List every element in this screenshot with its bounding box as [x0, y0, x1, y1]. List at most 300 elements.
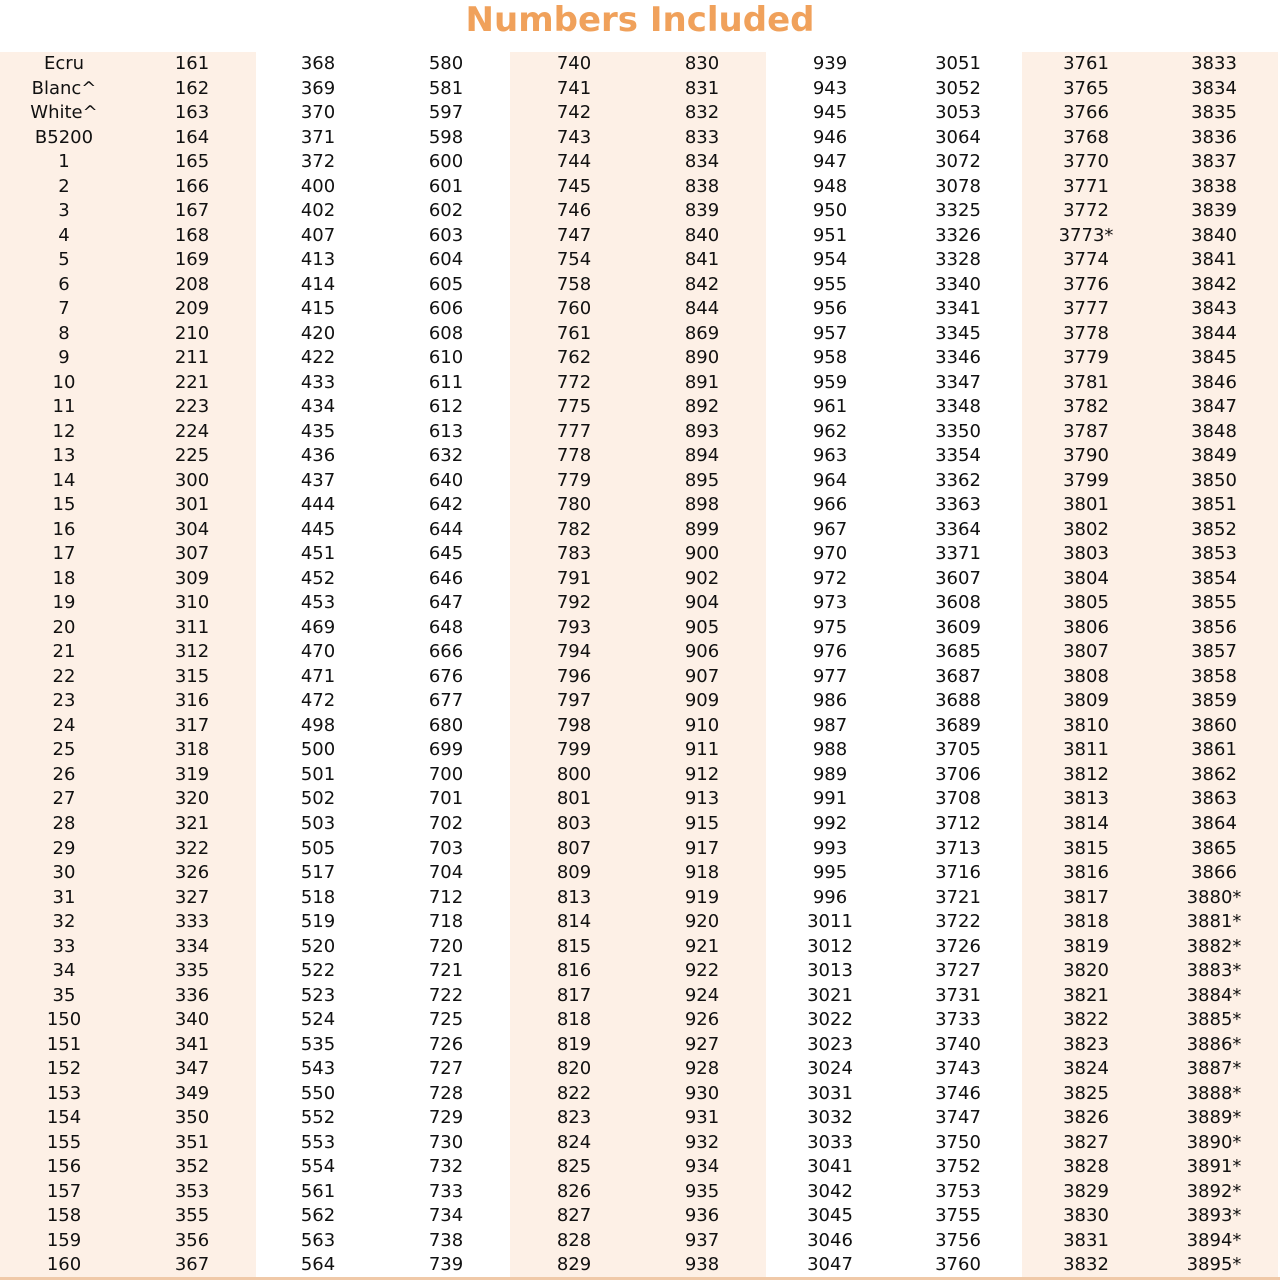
table-cell: 937: [684, 1229, 720, 1251]
table-cell: 3889*: [1186, 1107, 1242, 1129]
table-cell: 312: [174, 641, 210, 663]
table-cell: 157: [46, 1180, 82, 1202]
table-cell: 3851: [1191, 494, 1237, 516]
table-cell: 562: [300, 1205, 336, 1227]
table-cell: 21: [52, 641, 76, 663]
column-6: [638, 52, 766, 1278]
table-cell: 831: [684, 77, 720, 99]
table-cell: 3705: [935, 739, 981, 761]
table-cell: 3712: [935, 812, 981, 834]
table-cell: 899: [684, 518, 720, 540]
table-cell: 3753: [935, 1180, 981, 1202]
table-cell: 20: [52, 616, 76, 638]
table-cell: 414: [300, 273, 336, 295]
table-cell: 3755: [935, 1205, 981, 1227]
table-cell: 505: [300, 837, 336, 859]
table-cell: 721: [428, 960, 464, 982]
table-cell: 152: [46, 1058, 82, 1080]
table-cell: 3846: [1191, 371, 1237, 393]
table-cell: 470: [300, 641, 336, 663]
table-cell: 744: [556, 151, 592, 173]
table-cell: 3687: [935, 665, 981, 687]
table-cell: 754: [556, 249, 592, 271]
table-cell: 3881*: [1186, 911, 1242, 933]
table-cell: 740: [556, 53, 592, 74]
table-cell: 520: [300, 935, 336, 957]
table-cell: 351: [174, 1131, 210, 1153]
table-cell: 3777: [1063, 298, 1109, 320]
table-cell: 988: [812, 739, 848, 761]
table-cell: 938: [684, 1254, 720, 1276]
table-cell: 3765: [1063, 77, 1109, 99]
table-cell: 3842: [1191, 273, 1237, 295]
table-cell: 676: [428, 665, 464, 687]
table-cell: 3833: [1191, 53, 1237, 74]
table-cell: 3859: [1191, 690, 1237, 712]
table-cell: 3890*: [1186, 1131, 1242, 1153]
table-cell: 3: [58, 200, 70, 222]
table-cell: 3822: [1063, 1009, 1109, 1031]
table-cell: 3812: [1063, 763, 1109, 785]
table-cell: 3863: [1191, 788, 1237, 810]
table-cell: 3858: [1191, 665, 1237, 687]
table-cell: 3888*: [1186, 1082, 1242, 1104]
table-cell: 210: [174, 322, 210, 344]
table-cell: 902: [684, 567, 720, 589]
table-cell: 3363: [935, 494, 981, 516]
table-cell: 3733: [935, 1009, 981, 1031]
table-cell: 3078: [935, 175, 981, 197]
table-cell: 3814: [1063, 812, 1109, 834]
table-cell: 732: [428, 1156, 464, 1178]
table-cell: 3750: [935, 1131, 981, 1153]
table-cell: 973: [812, 592, 848, 614]
table-cell: 3809: [1063, 690, 1109, 712]
table-cell: 371: [300, 126, 336, 148]
table-cell: 221: [174, 371, 210, 393]
table-cell: 3857: [1191, 641, 1237, 663]
table-cell: 3841: [1191, 249, 1237, 271]
table-cell: 316: [174, 690, 210, 712]
table-cell: 820: [556, 1058, 592, 1080]
table-cell: 211: [174, 347, 210, 369]
table-cell: 600: [428, 151, 464, 173]
table-cell: 3773*: [1058, 224, 1114, 246]
table-cell: 3706: [935, 763, 981, 785]
table-cell: 895: [684, 469, 720, 491]
table-cell: 35: [52, 984, 76, 1006]
table-cell: 3781: [1063, 371, 1109, 393]
table-cell: 819: [556, 1033, 592, 1055]
table-cell: 453: [300, 592, 336, 614]
table-cell: 3854: [1191, 567, 1237, 589]
table-cell: 22: [52, 665, 76, 687]
table-cell: 904: [684, 592, 720, 614]
table-cell: 893: [684, 420, 720, 442]
table-cell: 580: [428, 53, 464, 74]
table-cell: 33: [52, 935, 76, 957]
table-cell: 3829: [1063, 1180, 1109, 1202]
table-cell: 3766: [1063, 102, 1109, 124]
table-cell: 814: [556, 911, 592, 933]
table-cell: 3326: [935, 224, 981, 246]
table-cell: 932: [684, 1131, 720, 1153]
table-cell: 822: [556, 1082, 592, 1104]
table-cell: 602: [428, 200, 464, 222]
table-cell: 333: [174, 911, 210, 933]
table-cell: 840: [684, 224, 720, 246]
table-cell: 322: [174, 837, 210, 859]
table-cell: 833: [684, 126, 720, 148]
table-cell: 469: [300, 616, 336, 638]
table-cell: 3341: [935, 298, 981, 320]
table-cell: 155: [46, 1131, 82, 1153]
table-cell: 500: [300, 739, 336, 761]
table-cell: 830: [684, 53, 720, 74]
table-cell: 24: [52, 714, 76, 736]
table-cell: 799: [556, 739, 592, 761]
column-8: [894, 52, 1022, 1278]
table-cell: 3826: [1063, 1107, 1109, 1129]
table-cell: 420: [300, 322, 336, 344]
table-cell: 3746: [935, 1082, 981, 1104]
table-cell: 955: [812, 273, 848, 295]
table-cell: 791: [556, 567, 592, 589]
table-cell: 910: [684, 714, 720, 736]
table-cell: 3772: [1063, 200, 1109, 222]
table-cell: 918: [684, 862, 720, 884]
table-cell: 164: [174, 126, 210, 148]
table-cell: 522: [300, 960, 336, 982]
table-cell: 3836: [1191, 126, 1237, 148]
column-4: [382, 52, 510, 1278]
table-cell: 435: [300, 420, 336, 442]
table-cell: 680: [428, 714, 464, 736]
numbers-table: [0, 52, 1280, 1278]
table-cell: 550: [300, 1082, 336, 1104]
table-cell: 1: [58, 151, 70, 173]
table-cell: 3046: [807, 1229, 853, 1251]
table-cell: 890: [684, 347, 720, 369]
table-cell: 3801: [1063, 494, 1109, 516]
table-cell: 991: [812, 788, 848, 810]
table-cell: 741: [556, 77, 592, 99]
table-cell: 775: [556, 396, 592, 418]
table-cell: 601: [428, 175, 464, 197]
table-cell: 816: [556, 960, 592, 982]
table-cell: 3813: [1063, 788, 1109, 810]
table-cell: 3012: [807, 935, 853, 957]
table-cell: 746: [556, 200, 592, 222]
table-cell: 844: [684, 298, 720, 320]
column-2: [128, 52, 256, 1278]
table-cell: 3371: [935, 543, 981, 565]
table-cell: 946: [812, 126, 848, 148]
table-cell: 422: [300, 347, 336, 369]
table-cell: 3884*: [1186, 984, 1242, 1006]
table-cell: 311: [174, 616, 210, 638]
table-cell: 321: [174, 812, 210, 834]
table-cell: 368: [300, 53, 336, 74]
table-cell: 310: [174, 592, 210, 614]
table-cell: 3348: [935, 396, 981, 418]
table-cell: 700: [428, 763, 464, 785]
table-cell: 798: [556, 714, 592, 736]
table-cell: 165: [174, 151, 210, 173]
table-cell: 3894*: [1186, 1229, 1242, 1251]
table-cell: 3688: [935, 690, 981, 712]
table-cell: 3021: [807, 984, 853, 1006]
table-cell: 168: [174, 224, 210, 246]
column-3: [254, 52, 382, 1278]
table-cell: 3816: [1063, 862, 1109, 884]
table-cell: 891: [684, 371, 720, 393]
table-cell: 163: [174, 102, 210, 124]
table-cell: 3023: [807, 1033, 853, 1055]
table-cell: 561: [300, 1180, 336, 1202]
table-cell: 762: [556, 347, 592, 369]
table-cell: 3807: [1063, 641, 1109, 663]
table-cell: 3756: [935, 1229, 981, 1251]
table-cell: 407: [300, 224, 336, 246]
table-cell: 927: [684, 1033, 720, 1055]
table-cell: 320: [174, 788, 210, 810]
table-cell: 3880*: [1186, 886, 1242, 908]
table-cell: 758: [556, 273, 592, 295]
table-cell: 648: [428, 616, 464, 638]
table-cell: 825: [556, 1156, 592, 1178]
table-cell: 640: [428, 469, 464, 491]
table-cell: 912: [684, 763, 720, 785]
table-cell: 604: [428, 249, 464, 271]
table-cell: 9: [58, 347, 70, 369]
column-1: [0, 52, 128, 1278]
table-cell: 3072: [935, 151, 981, 173]
table-cell: 3806: [1063, 616, 1109, 638]
table-cell: 370: [300, 102, 336, 124]
table-cell: 727: [428, 1058, 464, 1080]
table-cell: 158: [46, 1205, 82, 1227]
table-cell: 3848: [1191, 420, 1237, 442]
table-cell: 948: [812, 175, 848, 197]
table-cell: 956: [812, 298, 848, 320]
table-cell: 29: [52, 837, 76, 859]
table-cell: 23: [52, 690, 76, 712]
table-cell: 413: [300, 249, 336, 271]
table-cell: 3825: [1063, 1082, 1109, 1104]
table-cell: 986: [812, 690, 848, 712]
table-cell: 733: [428, 1180, 464, 1202]
table-cell: 725: [428, 1009, 464, 1031]
table-cell: 3895*: [1186, 1254, 1242, 1276]
table-cell: 3845: [1191, 347, 1237, 369]
table-cell: 15: [52, 494, 76, 516]
table-cell: 898: [684, 494, 720, 516]
table-cell: 782: [556, 518, 592, 540]
table-cell: 3839: [1191, 200, 1237, 222]
table-cell: 920: [684, 911, 720, 933]
table-cell: 936: [684, 1205, 720, 1227]
table-cell: 907: [684, 665, 720, 687]
table-cell: 976: [812, 641, 848, 663]
table-cell: 632: [428, 445, 464, 467]
table-cell: 166: [174, 175, 210, 197]
table-cell: 3031: [807, 1082, 853, 1104]
table-cell: 543: [300, 1058, 336, 1080]
table-cell: 905: [684, 616, 720, 638]
table-cell: 796: [556, 665, 592, 687]
table-cell: 335: [174, 960, 210, 982]
table-cell: 25: [52, 739, 76, 761]
table-cell: 32: [52, 911, 76, 933]
table-cell: 14: [52, 469, 76, 491]
table-cell: 747: [556, 224, 592, 246]
table-cell: 924: [684, 984, 720, 1006]
table-cell: 451: [300, 543, 336, 565]
table-cell: 209: [174, 298, 210, 320]
table-cell: 783: [556, 543, 592, 565]
table-cell: 167: [174, 200, 210, 222]
table-cell: 436: [300, 445, 336, 467]
table-cell: Ecru: [43, 53, 85, 74]
table-cell: 517: [300, 862, 336, 884]
table-cell: 327: [174, 886, 210, 908]
table-cell: 817: [556, 984, 592, 1006]
table-cell: 304: [174, 518, 210, 540]
table-cell: 828: [556, 1229, 592, 1251]
table-cell: 703: [428, 837, 464, 859]
table-cell: 3802: [1063, 518, 1109, 540]
table-cell: 3799: [1063, 469, 1109, 491]
table-cell: 3810: [1063, 714, 1109, 736]
table-cell: 3832: [1063, 1254, 1109, 1276]
table-cell: 3787: [1063, 420, 1109, 442]
table-cell: 437: [300, 469, 336, 491]
table-cell: 3778: [1063, 322, 1109, 344]
table-cell: 30: [52, 862, 76, 884]
table-cell: 3716: [935, 862, 981, 884]
table-cell: 777: [556, 420, 592, 442]
table-cell: 3032: [807, 1107, 853, 1129]
table-cell: 841: [684, 249, 720, 271]
table-cell: 793: [556, 616, 592, 638]
table-cell: 3817: [1063, 886, 1109, 908]
table-cell: 3891*: [1186, 1156, 1242, 1178]
table-cell: 919: [684, 886, 720, 908]
table-cell: 434: [300, 396, 336, 418]
table-cell: 829: [556, 1254, 592, 1276]
table-cell: 939: [812, 53, 848, 74]
table-cell: 797: [556, 690, 592, 712]
table-cell: 3830: [1063, 1205, 1109, 1227]
table-cell: 3721: [935, 886, 981, 908]
table-cell: 3834: [1191, 77, 1237, 99]
table-cell: 223: [174, 396, 210, 418]
table-cell: 3852: [1191, 518, 1237, 540]
table-cell: 3041: [807, 1156, 853, 1178]
table-cell: 3828: [1063, 1156, 1109, 1178]
table-cell: 523: [300, 984, 336, 1006]
table-cell: 792: [556, 592, 592, 614]
table-cell: 666: [428, 641, 464, 663]
table-cell: 309: [174, 567, 210, 589]
table-cell: 958: [812, 347, 848, 369]
table-cell: 3042: [807, 1180, 853, 1202]
table-cell: 913: [684, 788, 720, 810]
table-cell: 208: [174, 273, 210, 295]
table-cell: 3045: [807, 1205, 853, 1227]
table-cell: 959: [812, 371, 848, 393]
table-cell: B5200: [34, 126, 94, 148]
table-cell: 3883*: [1186, 960, 1242, 982]
table-cell: 352: [174, 1156, 210, 1178]
table-cell: 3831: [1063, 1229, 1109, 1251]
column-10: [1150, 52, 1278, 1278]
table-cell: 966: [812, 494, 848, 516]
table-cell: 739: [428, 1254, 464, 1276]
table-cell: 963: [812, 445, 848, 467]
table-cell: 935: [684, 1180, 720, 1202]
table-cell: 3740: [935, 1033, 981, 1055]
table-cell: 340: [174, 1009, 210, 1031]
table-cell: 3328: [935, 249, 981, 271]
table-cell: 3325: [935, 200, 981, 222]
table-cell: 608: [428, 322, 464, 344]
table-cell: 4: [58, 224, 70, 246]
table-cell: 160: [46, 1254, 82, 1276]
table-cell: 718: [428, 911, 464, 933]
table-cell: 950: [812, 200, 848, 222]
table-cell: 326: [174, 862, 210, 884]
table-cell: 826: [556, 1180, 592, 1202]
table-cell: 318: [174, 739, 210, 761]
table-cell: 3053: [935, 102, 981, 124]
table-cell: 3013: [807, 960, 853, 982]
table-cell: 3685: [935, 641, 981, 663]
table-cell: 909: [684, 690, 720, 712]
table-cell: 597: [428, 102, 464, 124]
table-cell: 3731: [935, 984, 981, 1006]
table-cell: 900: [684, 543, 720, 565]
table-cell: 3362: [935, 469, 981, 491]
table-cell: 734: [428, 1205, 464, 1227]
table-cell: 3805: [1063, 592, 1109, 614]
table-cell: 11: [52, 396, 76, 418]
table-cell: 839: [684, 200, 720, 222]
table-cell: 156: [46, 1156, 82, 1178]
table-cell: 722: [428, 984, 464, 1006]
table-cell: 3022: [807, 1009, 853, 1031]
table-cell: 10: [52, 371, 76, 393]
table-cell: 778: [556, 445, 592, 467]
table-cell: 803: [556, 812, 592, 834]
table-cell: 930: [684, 1082, 720, 1104]
table-cell: 3033: [807, 1131, 853, 1153]
table-cell: 945: [812, 102, 848, 124]
table-cell: 3776: [1063, 273, 1109, 295]
table-cell: 611: [428, 371, 464, 393]
table-cell: 745: [556, 175, 592, 197]
table-cell: 610: [428, 347, 464, 369]
table-cell: 3770: [1063, 151, 1109, 173]
table-cell: 3835: [1191, 102, 1237, 124]
table-cell: 947: [812, 151, 848, 173]
table-cell: 31: [52, 886, 76, 908]
table-cell: 535: [300, 1033, 336, 1055]
table-cell: 647: [428, 592, 464, 614]
table-cell: 3847: [1191, 396, 1237, 418]
table-cell: 928: [684, 1058, 720, 1080]
